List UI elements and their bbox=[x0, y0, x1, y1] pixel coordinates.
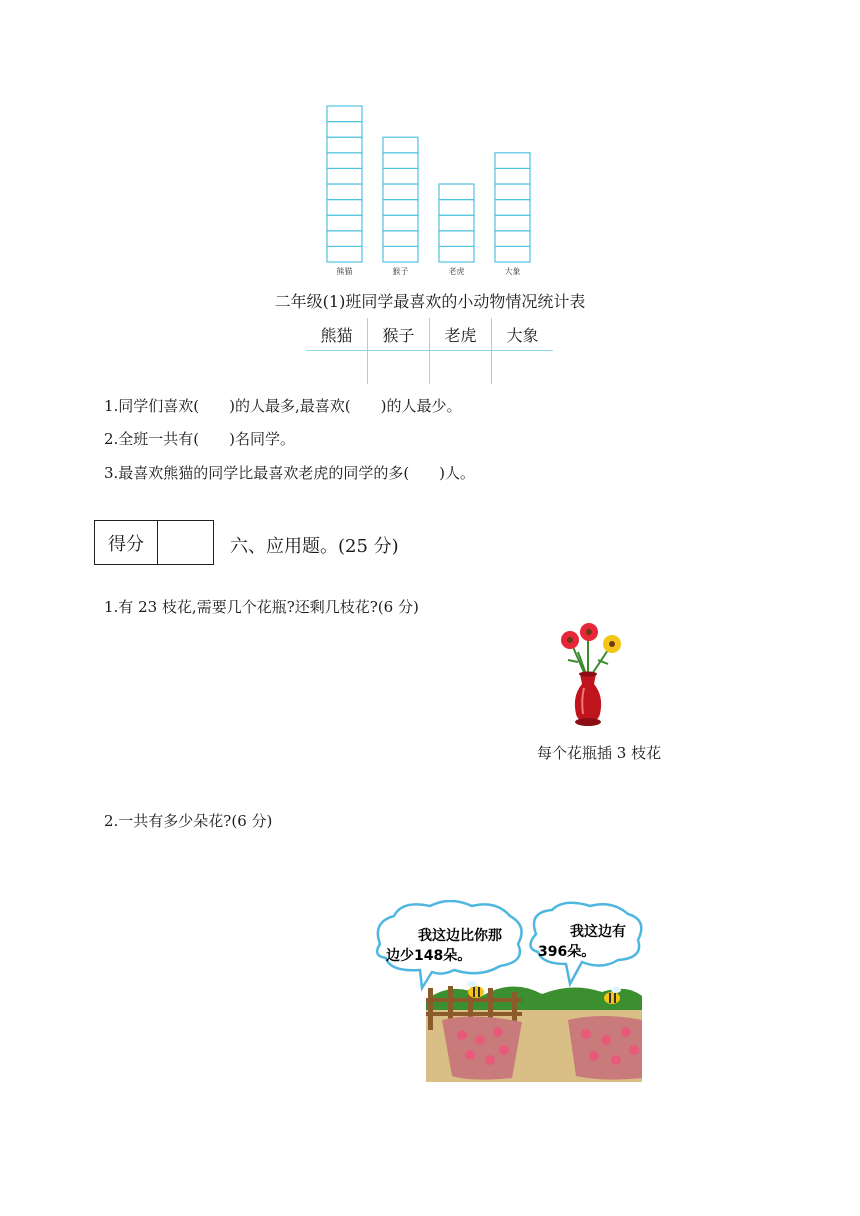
vase-flowers-image bbox=[548, 622, 638, 730]
table-header-row bbox=[306, 318, 553, 351]
category-label: 大象 bbox=[504, 267, 521, 276]
score-label: 得分 bbox=[95, 521, 158, 564]
category-label: 熊猫 bbox=[336, 267, 353, 276]
flowerbed-right bbox=[568, 1016, 642, 1080]
bar-square bbox=[327, 231, 362, 247]
bar-square bbox=[327, 200, 362, 216]
table-header-cell: 大象 bbox=[492, 318, 554, 351]
table-header-cell: 猴子 bbox=[368, 318, 430, 351]
table-value-row bbox=[306, 351, 553, 385]
bar-square bbox=[439, 246, 474, 262]
bar-chart bbox=[0, 0, 860, 290]
bar-square bbox=[495, 168, 530, 184]
bar-square bbox=[383, 137, 418, 153]
score-box bbox=[94, 520, 214, 565]
bar-square bbox=[495, 215, 530, 231]
bar-square bbox=[495, 231, 530, 247]
bars-group bbox=[327, 106, 530, 262]
bar-square bbox=[327, 184, 362, 200]
table-header-cell: 熊猫 bbox=[306, 318, 368, 351]
problem-2: 2.一共有多少朵花?(6 分) bbox=[104, 812, 273, 830]
question-3: 3.最喜欢熊猫的同学比最喜欢老虎的同学的多( )人。 bbox=[104, 464, 476, 482]
table-header-cell: 老虎 bbox=[430, 318, 492, 351]
bar-square bbox=[327, 215, 362, 231]
bar-square bbox=[439, 184, 474, 200]
garden-illustration bbox=[372, 900, 648, 1084]
bar-square bbox=[327, 168, 362, 184]
bar-square bbox=[327, 153, 362, 169]
vase bbox=[575, 672, 601, 727]
bubble-right-line-1: 我这边有 bbox=[570, 924, 626, 940]
bar-square bbox=[495, 184, 530, 200]
bar-square bbox=[383, 168, 418, 184]
bar-4 bbox=[495, 153, 530, 262]
bar-square bbox=[327, 122, 362, 138]
bar-1 bbox=[327, 106, 362, 262]
chart-caption: 二年级(1)班同学最喜欢的小动物情况统计表 bbox=[274, 292, 586, 311]
bar-square bbox=[327, 106, 362, 122]
bubble-left-line-1: 我这边比你那 bbox=[418, 928, 502, 944]
bar-square bbox=[439, 215, 474, 231]
bar-2 bbox=[383, 137, 418, 262]
bar-square bbox=[495, 153, 530, 169]
table-value-cell[interactable] bbox=[492, 351, 554, 385]
section-title: 六、应用题。(25 分) bbox=[230, 536, 399, 557]
flowerbed-left bbox=[442, 1016, 522, 1079]
bar-square bbox=[495, 246, 530, 262]
problem-1: 1.有 23 枝花,需要几个花瓶?还剩几枝花?(6 分) bbox=[104, 598, 419, 616]
question-2: 2.全班一共有( )名同学。 bbox=[104, 430, 296, 448]
bar-square bbox=[495, 200, 530, 216]
bar-square bbox=[327, 246, 362, 262]
table-value-cell[interactable] bbox=[306, 351, 368, 385]
red-flower bbox=[580, 623, 598, 641]
bar-square bbox=[383, 200, 418, 216]
bee-left-icon bbox=[467, 981, 484, 998]
bar-square bbox=[383, 215, 418, 231]
category-labels bbox=[337, 266, 521, 276]
bar-square bbox=[439, 200, 474, 216]
vase-caption: 每个花瓶插 3 枝花 bbox=[537, 744, 662, 762]
speech-bubble-left bbox=[377, 901, 521, 988]
score-value-field[interactable] bbox=[158, 521, 213, 564]
category-label: 猴子 bbox=[392, 267, 409, 276]
bar-square bbox=[383, 184, 418, 200]
bar-3 bbox=[439, 184, 474, 262]
bar-square bbox=[439, 231, 474, 247]
bar-square bbox=[383, 153, 418, 169]
bar-square bbox=[383, 231, 418, 247]
statistics-table bbox=[306, 318, 553, 384]
question-1: 1.同学们喜欢( )的人最多,最喜欢( )的人最少。 bbox=[104, 397, 462, 415]
category-label: 老虎 bbox=[448, 267, 465, 276]
table-value-cell[interactable] bbox=[430, 351, 492, 385]
table-value-cell[interactable] bbox=[368, 351, 430, 385]
red-flower bbox=[561, 631, 579, 649]
yellow-flower bbox=[603, 635, 621, 653]
bubble-right-line-2: 396朵。 bbox=[538, 944, 596, 960]
bubble-left-line-2: 边少148朵。 bbox=[386, 948, 472, 964]
bar-square bbox=[327, 137, 362, 153]
bar-square bbox=[383, 246, 418, 262]
bee-right-icon bbox=[604, 987, 621, 1004]
